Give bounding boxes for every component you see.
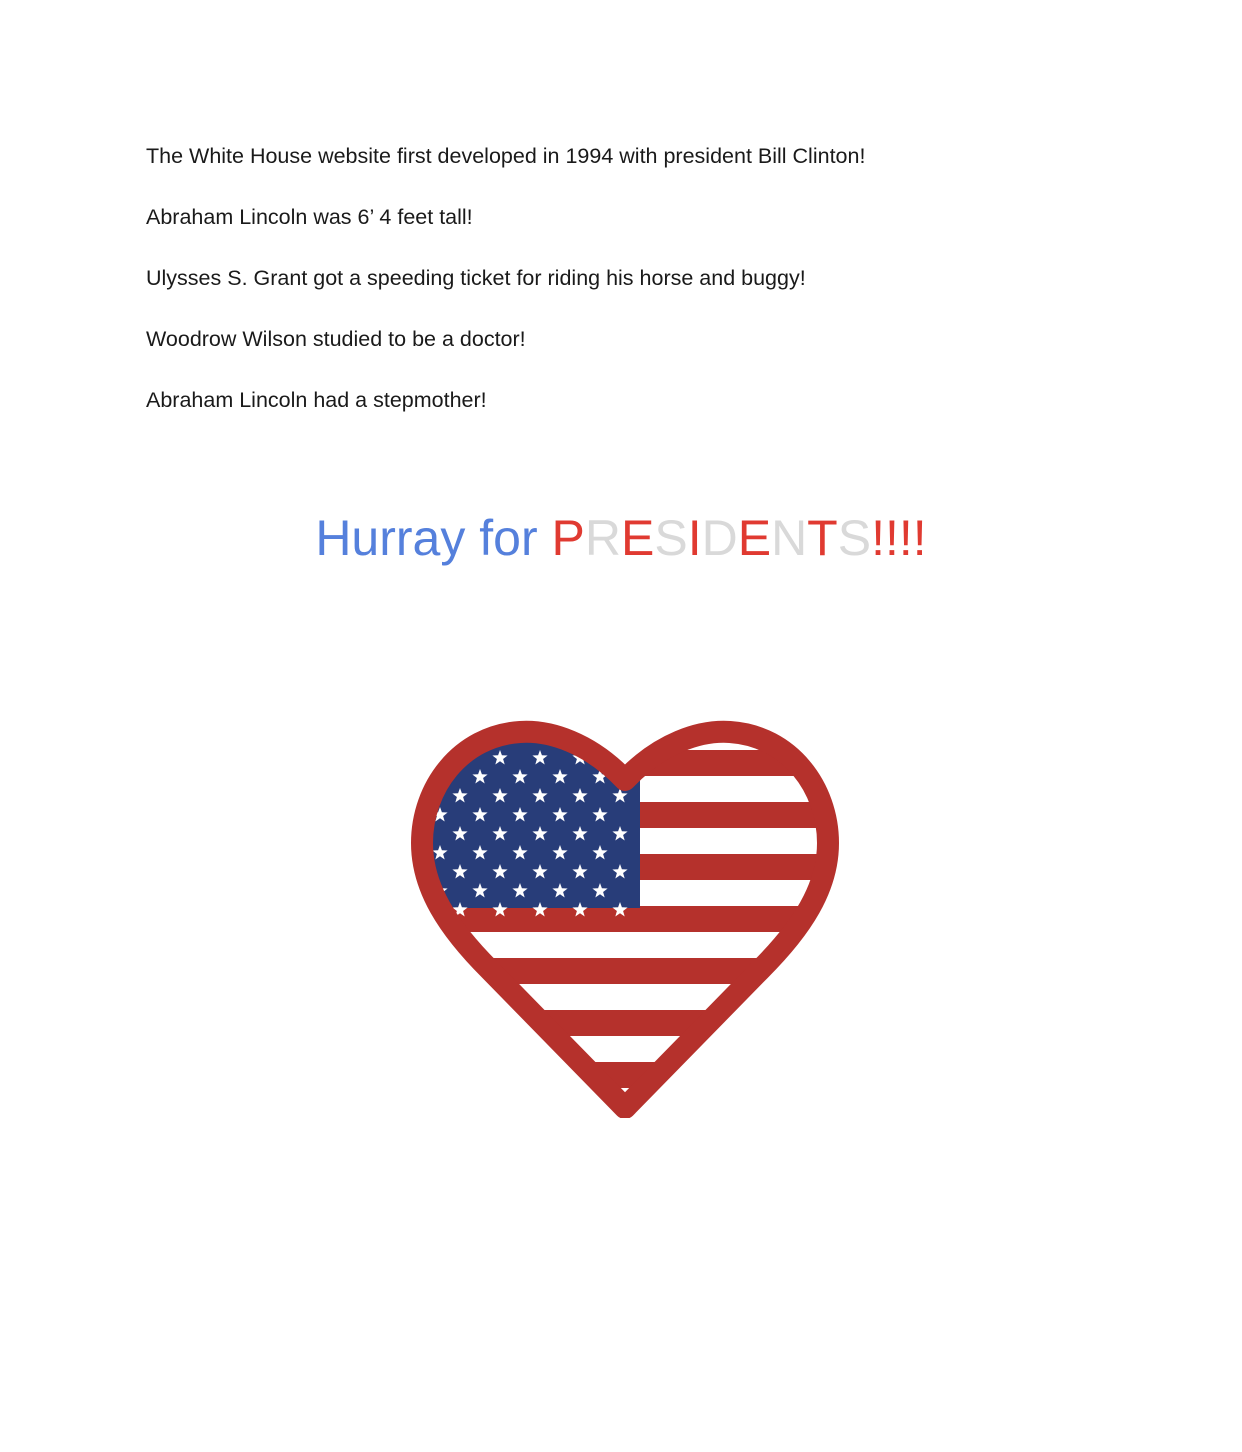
banner-letter: I [687,510,702,566]
banner-presidents-word [552,510,872,566]
facts-list [146,142,1106,447]
flag-star [412,750,427,765]
fact-wilson-doctor: Woodrow Wilson studied to be a doctor! [146,327,526,351]
fact-lincoln-height: Abraham Lincoln was 6’ 4 feet tall! [146,205,473,229]
flag-red-stripe [400,1010,850,1036]
flag-red-stripe [400,1062,850,1088]
flag-red-stripe [400,906,850,932]
banner-letter: E [737,510,772,566]
banner-letter: T [807,510,838,566]
fact-grant-speeding-ticket: Ulysses S. Grant got a speeding ticket for riding his horse and buggy! [146,266,806,290]
american-flag-heart-icon [400,718,850,1123]
banner-letter: S [837,510,872,566]
flag-star [412,902,427,917]
banner-letter: S [654,510,688,566]
banner-letter: P [551,510,585,566]
banner-letter: E [620,510,655,566]
banner-exclamations: !!!! [871,510,927,566]
hurray-banner [0,508,1242,568]
fact-lincoln-stepmother: Abraham Lincoln had a stepmother! [146,388,487,412]
banner-lead-text: Hurray for [315,510,552,566]
banner-letter: R [584,510,621,566]
banner-letter: D [701,510,738,566]
fact-white-house-website: The White House website first developed in 1994 with president Bill Clinton! [146,144,866,168]
banner-letter: N [771,510,808,566]
